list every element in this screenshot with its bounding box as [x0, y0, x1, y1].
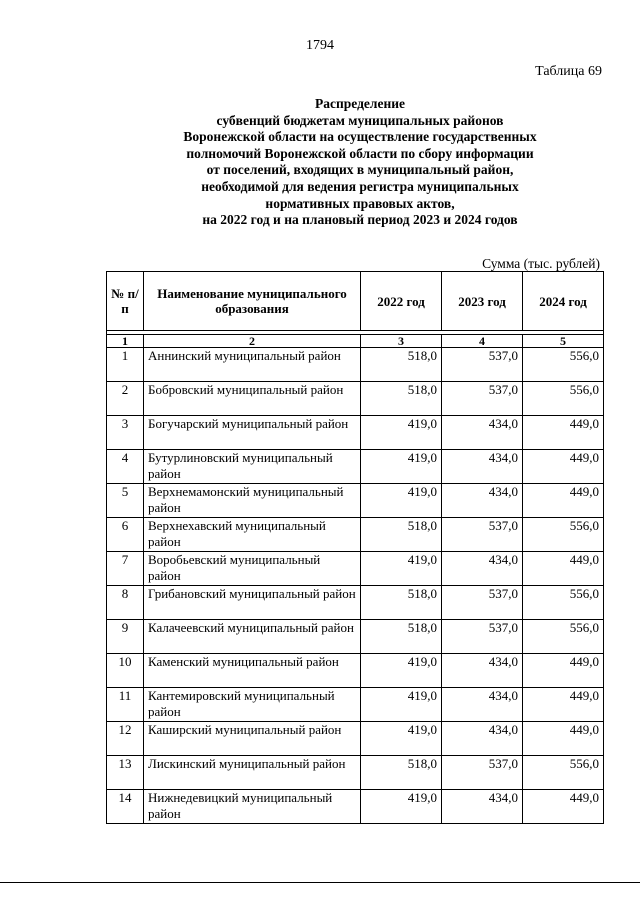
value-2023: 434,0	[442, 654, 523, 688]
footer-divider	[0, 882, 640, 883]
municipality-name: Каширский муниципальный район	[144, 722, 361, 756]
value-2022: 419,0	[361, 722, 442, 756]
value-2024: 449,0	[523, 688, 604, 722]
value-2023: 537,0	[442, 756, 523, 790]
value-2023: 434,0	[442, 552, 523, 586]
table-row	[107, 586, 604, 620]
table-row	[107, 450, 604, 484]
value-2024: 556,0	[523, 348, 604, 382]
title-line: на 2022 год и на плановый период 2023 и 2024 годов	[202, 212, 518, 228]
value-2022: 518,0	[361, 348, 442, 382]
municipality-name: Аннинский муниципальный район	[144, 348, 361, 382]
header-num: № п/п	[107, 272, 144, 331]
value-2023: 434,0	[442, 790, 523, 824]
value-2024: 449,0	[523, 416, 604, 450]
value-2024: 449,0	[523, 552, 604, 586]
table-row	[107, 518, 604, 552]
table-header-row	[107, 272, 604, 331]
municipality-name: Грибановский муниципальный район	[144, 586, 361, 620]
units-label: Сумма (тыс. рублей)	[482, 256, 600, 271]
municipality-name: Богучарский муниципальный район	[144, 416, 361, 450]
value-2023: 537,0	[442, 382, 523, 416]
value-2024: 556,0	[523, 518, 604, 552]
row-number: 14	[107, 790, 144, 824]
column-number: 2	[144, 335, 361, 348]
column-number: 5	[523, 335, 604, 348]
document-title	[120, 96, 600, 229]
title-line: Воронежской области на осуществление государственных	[183, 129, 537, 145]
value-2023: 537,0	[442, 620, 523, 654]
header-2023: 2023 год	[442, 272, 523, 331]
table-row	[107, 484, 604, 518]
value-2022: 518,0	[361, 586, 442, 620]
title-line: субвенций бюджетам муниципальных районов	[216, 112, 504, 128]
value-2024: 556,0	[523, 382, 604, 416]
value-2022: 419,0	[361, 416, 442, 450]
title-line: от поселений, входящих в муниципальный район,	[206, 162, 514, 178]
value-2024: 449,0	[523, 484, 604, 518]
row-number: 3	[107, 416, 144, 450]
municipality-name: Воробьевский муниципальный район	[144, 552, 361, 586]
row-number: 12	[107, 722, 144, 756]
value-2024: 449,0	[523, 722, 604, 756]
title-line: Распределение	[314, 96, 406, 111]
header-2022: 2022 год	[361, 272, 442, 331]
municipality-name: Лискинский муниципальный район	[144, 756, 361, 790]
municipality-name: Нижнедевицкий муниципальный район	[144, 790, 361, 824]
value-2024: 556,0	[523, 620, 604, 654]
column-number: 3	[361, 335, 442, 348]
value-2022: 419,0	[361, 790, 442, 824]
table-row	[107, 688, 604, 722]
table-row	[107, 790, 604, 824]
table-row	[107, 382, 604, 416]
value-2023: 434,0	[442, 416, 523, 450]
column-number: 1	[107, 335, 144, 348]
table-row	[107, 722, 604, 756]
value-2023: 537,0	[442, 518, 523, 552]
row-number: 6	[107, 518, 144, 552]
row-number: 11	[107, 688, 144, 722]
value-2023: 434,0	[442, 722, 523, 756]
row-number: 5	[107, 484, 144, 518]
value-2023: 537,0	[442, 348, 523, 382]
title-line: необходимой для ведения регистра муниципальных	[201, 178, 519, 194]
table-label: Таблица 69	[535, 64, 602, 79]
municipality-name: Каменский муниципальный район	[144, 654, 361, 688]
table-body	[107, 348, 604, 824]
value-2024: 556,0	[523, 756, 604, 790]
value-2024: 449,0	[523, 450, 604, 484]
value-2023: 434,0	[442, 484, 523, 518]
table-row	[107, 348, 604, 382]
row-number: 7	[107, 552, 144, 586]
table-row	[107, 416, 604, 450]
title-line: нормативных правовых актов,	[265, 195, 455, 211]
row-number: 2	[107, 382, 144, 416]
value-2023: 434,0	[442, 450, 523, 484]
municipality-name: Кантемировский муниципальный район	[144, 688, 361, 722]
value-2022: 518,0	[361, 756, 442, 790]
table-row	[107, 756, 604, 790]
row-number: 1	[107, 348, 144, 382]
column-number: 4	[442, 335, 523, 348]
header-2024: 2024 год	[523, 272, 604, 331]
value-2022: 518,0	[361, 620, 442, 654]
value-2023: 434,0	[442, 688, 523, 722]
subsidy-table	[106, 271, 604, 824]
page-number: 1794	[306, 38, 334, 53]
row-number: 9	[107, 620, 144, 654]
municipality-name: Верхнемамонский муниципальный район	[144, 484, 361, 518]
value-2024: 449,0	[523, 654, 604, 688]
row-number: 10	[107, 654, 144, 688]
value-2022: 419,0	[361, 450, 442, 484]
value-2023: 537,0	[442, 586, 523, 620]
value-2022: 419,0	[361, 654, 442, 688]
value-2022: 518,0	[361, 518, 442, 552]
municipality-name: Бобровский муниципальный район	[144, 382, 361, 416]
value-2022: 518,0	[361, 382, 442, 416]
municipality-name: Верхнехавский муниципальный район	[144, 518, 361, 552]
value-2022: 419,0	[361, 552, 442, 586]
table-row	[107, 552, 604, 586]
table-row	[107, 654, 604, 688]
table-row	[107, 620, 604, 654]
row-number: 8	[107, 586, 144, 620]
value-2024: 449,0	[523, 790, 604, 824]
value-2022: 419,0	[361, 484, 442, 518]
row-number: 13	[107, 756, 144, 790]
value-2024: 556,0	[523, 586, 604, 620]
municipality-name: Бутурлиновский муниципальный район	[144, 450, 361, 484]
header-name: Наименование муниципального образования	[144, 272, 361, 331]
municipality-name: Калачеевский муниципальный район	[144, 620, 361, 654]
title-line: полномочий Воронежской области по сбору информации	[186, 145, 534, 161]
row-number: 4	[107, 450, 144, 484]
column-number-row	[107, 335, 604, 348]
value-2022: 419,0	[361, 688, 442, 722]
